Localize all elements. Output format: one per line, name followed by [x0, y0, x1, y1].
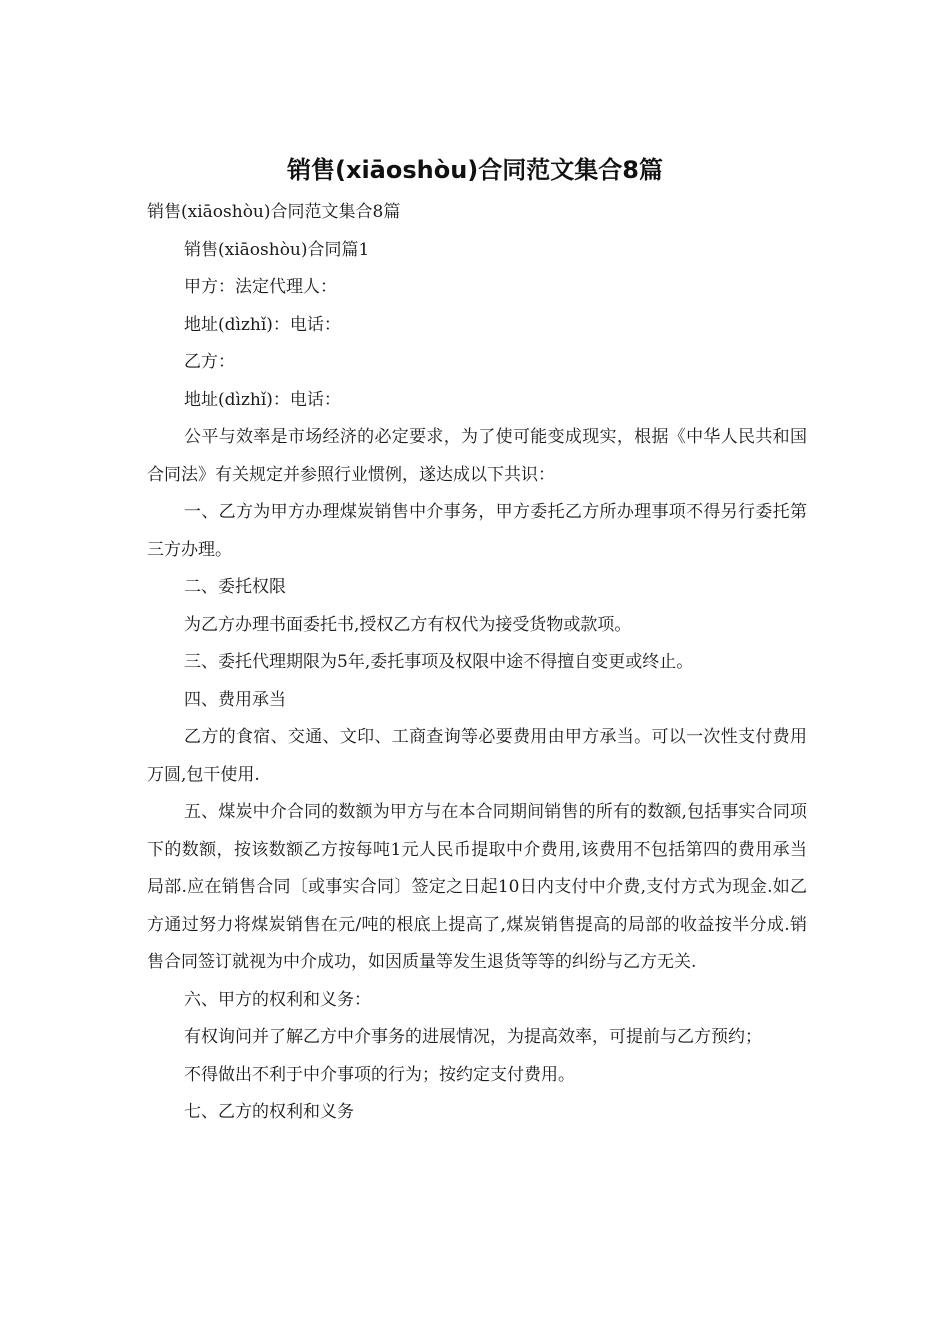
clause-3: 三、委托代理期限为5年,委托事项及权限中途不得擅自变更或终止。	[184, 652, 694, 672]
clause-2-body: 为乙方办理书面委托书,授权乙方有权代为接受货物或款项。	[184, 614, 632, 635]
clause-5: 五、煤炭中介合同的数额为甲方与在本合同期间销售的所有的数额,包括事实合同项下的数额，按该数额乙方按每吨1元人民币提取中介费用,该费用不包括第四的费用承当局部.应在销售合同〔或事实合同〕签定之日起10日内支付中介费,支付方式为现金.如乙方通过努力将煤炭销售在元/吨的根底上提高了,煤炭销售提高的局部的收益按半分成.销售合同签订就视为中介成功，如因质量等发生退货等等的纠纷与乙方无关.	[147, 802, 807, 972]
document-title: 销售(xiāoshòu)合同范文集合8篇	[287, 156, 663, 184]
clause-4-body: 乙方的食宿、交通、文印、工商查询等必要费用由甲方承当。可以一次性支付费用万圆,包干使用.	[147, 727, 807, 785]
party-b-address-line: 地址(dìzhǐ)：电话：	[184, 389, 341, 410]
clause-6-heading: 六、甲方的权利和义务：	[184, 989, 371, 1010]
clause-6-item-1: 有权询问并了解乙方中介事务的进展情况，为提高效率，可提前与乙方预约；	[184, 1027, 762, 1047]
party-b-line: 乙方：	[184, 352, 235, 372]
clause-2-heading: 二、委托权限	[184, 577, 286, 597]
party-a-address-line: 地址(dìzhǐ)：电话：	[184, 314, 341, 335]
party-a-line: 甲方：法定代理人：	[184, 277, 337, 297]
doc-subtitle: 销售(xiāoshòu)合同范文集合8篇	[147, 202, 401, 222]
clause-7-heading: 七、乙方的权利和义务	[184, 1102, 354, 1122]
preamble-paragraph: 公平与效率是市场经济的必定要求，为了使可能变成现实，根据《中华人民共和国合同法》有关规定并参照行业惯例，遂达成以下共识：	[147, 427, 807, 485]
document-body	[147, 194, 807, 1132]
clause-6-item-2: 不得做出不利于中介事项的行为；按约定支付费用。	[184, 1064, 575, 1085]
section-heading: 销售(xiāoshòu)合同篇1	[184, 239, 370, 260]
clause-4-heading: 四、费用承当	[184, 689, 286, 710]
clause-1: 一、乙方为甲方办理煤炭销售中介事务，甲方委托乙方所办理事项不得另行委托第三方办理。	[147, 502, 807, 560]
